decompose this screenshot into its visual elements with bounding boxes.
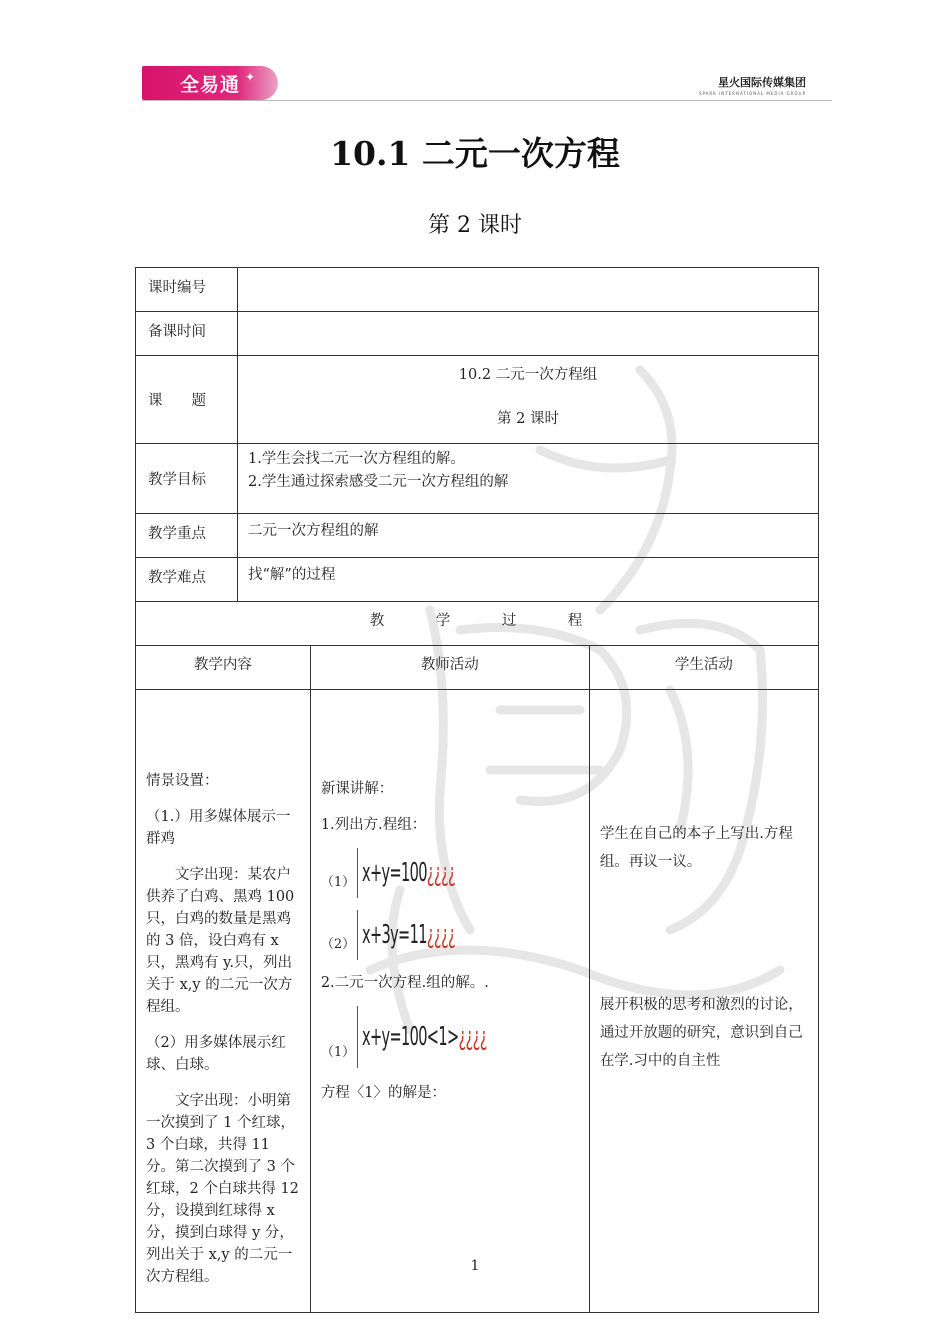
equation-1-brace: [357, 848, 512, 898]
equation-3-brace: [357, 1006, 563, 1068]
row-key-point: [136, 514, 819, 558]
equation-row-2: [321, 908, 579, 960]
row-prep-time: [136, 312, 819, 356]
student-activity-2: 展开积极的思考和激烈的讨论，通过开放题的研究，意识到自己在学.习中的自主性: [599, 997, 803, 1069]
difficulty-label: 教学难点: [136, 558, 238, 602]
process-header: 教 学 过 程: [136, 602, 819, 646]
equation-3-text: x+y=100<1>: [361, 1022, 459, 1052]
header-divider: [142, 100, 832, 101]
topic-line-2: 第 2 课时: [497, 411, 559, 427]
item-2-text: 文字出现：小明第一次摸到了 1 个红球，3 个白球，共得 11 分。第二次摸到了 3 个红球，2 个白球共得 12 分，设摸到红球得 x 分，摸到白球得 y 分，列出关于 x,y 的二元一次方程组。: [146, 1093, 299, 1285]
equation-2-artifact: ¿¿¿¿: [426, 920, 455, 950]
goals-value: [238, 444, 819, 514]
lesson-number-label: 课时编号: [136, 268, 238, 312]
equation-2-number: （2）: [320, 937, 356, 952]
lesson-plan-table: [135, 267, 819, 1313]
logo-text: 全易通: [179, 73, 240, 96]
equation-1-artifact: ¿¿¿¿: [426, 858, 455, 888]
student-activity-cell: [589, 690, 818, 1313]
topic-label: 课 题: [136, 356, 238, 444]
col-header-content: 教学内容: [136, 646, 311, 690]
item-1-title: （1.）用多媒体展示一群鸡: [146, 809, 291, 847]
row-column-headers: [136, 646, 819, 690]
key-point-value: 二元一次方程组的解: [238, 514, 819, 558]
teacher-step-1: 1.列出方.程组：: [320, 817, 427, 833]
equation-row-1: [321, 846, 579, 898]
company-name-cn: 星火国际传媒集团: [718, 76, 806, 89]
teacher-intro: 新课讲解：: [320, 781, 394, 797]
row-process-header: [136, 602, 819, 646]
company-brand: [699, 74, 806, 96]
goal-1: 1.学生会找二元一次方程组的解。: [248, 451, 465, 467]
brand-logo: [142, 66, 278, 100]
row-goals: [136, 444, 819, 514]
topic-line-1: 10.2 二元一次方程组: [458, 367, 598, 383]
equation-1: [361, 858, 455, 888]
row-lesson-number: [136, 268, 819, 312]
company-name-en: SPARK INTERNATIONAL MEDIA GROUP: [698, 91, 806, 96]
teacher-solution: 方程〈1〉的解是：: [320, 1085, 447, 1101]
item-1-text: 文字出现：某农户供养了白鸡、黑鸡 100 只，白鸡的数量是黑鸡的 3 倍，设白鸡有 x 只，黑鸡有 y.只，列出关于 x,y 的二元一次方程组。: [146, 867, 295, 1015]
page-title: 10.1 二元一次方程: [330, 134, 620, 173]
key-point-label: 教学重点: [136, 514, 238, 558]
item-2-title: （2）用多媒体展示红球、白球。: [146, 1035, 286, 1073]
student-activity-1: 学生在自己的本子上写出.方程组。再议一议。: [599, 826, 793, 870]
col-header-teacher: 教师活动: [310, 646, 589, 690]
equation-row-3: [321, 1004, 579, 1068]
equation-1-number: （1）: [320, 875, 356, 890]
equation-1-text: x+y=100: [361, 858, 427, 888]
lesson-number-value: [238, 268, 819, 312]
teacher-activity-cell: [310, 690, 589, 1313]
prep-time-label: 备课时间: [136, 312, 238, 356]
row-topic: [136, 356, 819, 444]
col-header-student: 学生活动: [589, 646, 818, 690]
teaching-content-cell: [136, 690, 311, 1313]
equation-2-brace: [357, 910, 512, 960]
row-process-body: [136, 690, 819, 1313]
goal-2: 2.学生通过探索感受二元一次方程组的解: [248, 474, 509, 490]
equation-3-number: （1）: [320, 1045, 356, 1060]
equation-2: [361, 920, 455, 950]
scene-label: 情景设置：: [146, 773, 219, 789]
goals-label: 教学目标: [136, 444, 238, 514]
page-subtitle: 第 2 课时: [428, 213, 522, 238]
topic-value: [238, 356, 819, 444]
row-difficulty: [136, 558, 819, 602]
teacher-step-2: 2.二元一次方程.组的解。.: [320, 975, 489, 991]
logo-star-icon: ✦: [244, 70, 256, 84]
difficulty-value: 找“解”的过程: [238, 558, 819, 602]
equation-3-artifact: ¿¿¿¿: [458, 1022, 487, 1052]
equation-3: [361, 1022, 487, 1052]
prep-time-value: [238, 312, 819, 356]
equation-2-text: x+3y=11: [361, 920, 427, 950]
page-number: 1: [470, 1258, 480, 1274]
